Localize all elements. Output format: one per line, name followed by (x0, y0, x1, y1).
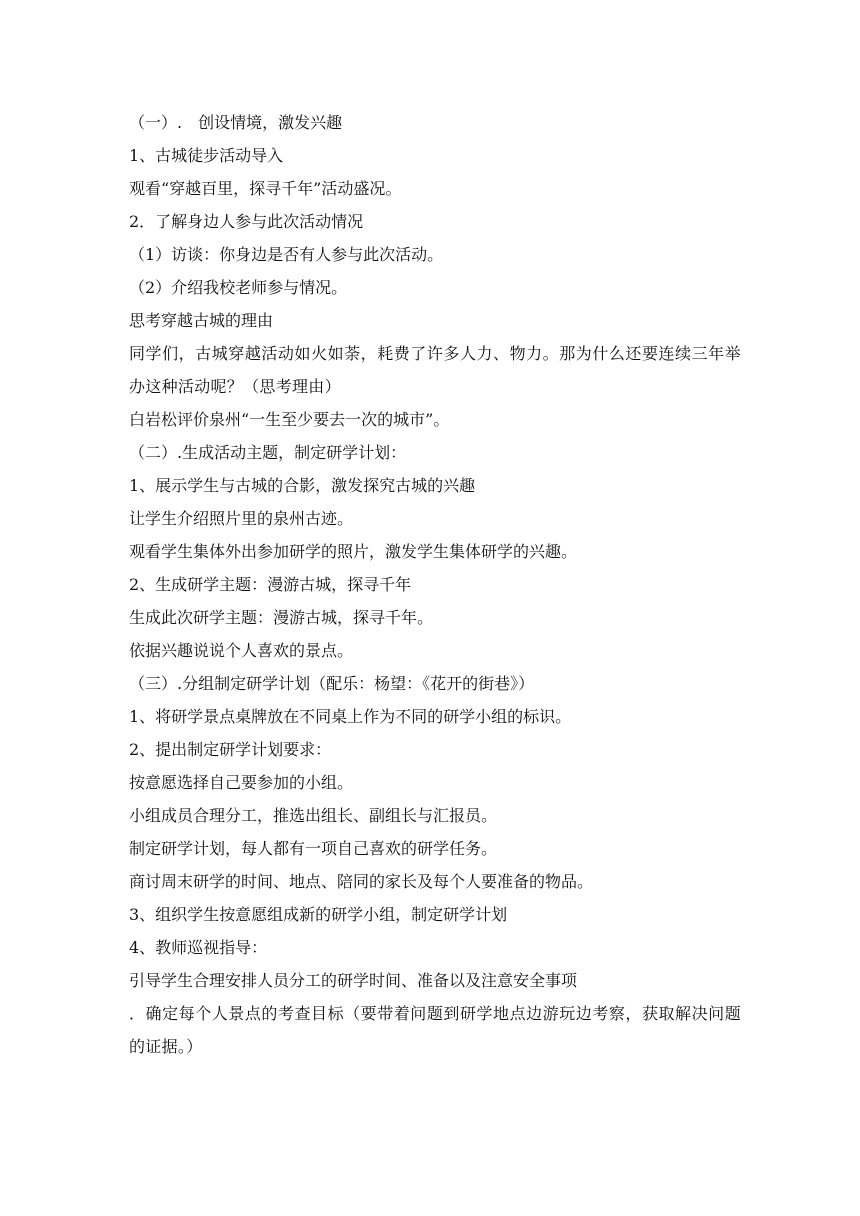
section-heading-1: （一）. 创设情境，激发兴趣 (129, 113, 343, 132)
text-line: 小组成员合理分工，推选出组长、副组长与汇报员。 (129, 806, 498, 825)
text-line: 1、古城徒步活动导入 (129, 146, 284, 165)
text-line: 引导学生合理安排人员分工的研学时间、准备以及注意安全事项 (129, 971, 578, 990)
text-line: 1、展示学生与古城的合影，激发探究古城的兴趣 (129, 476, 476, 495)
text-line: （1）访谈：你身边是否有人参与此次活动。 (129, 245, 444, 264)
text-line: 2、提出制定研学计划要求： (129, 740, 332, 759)
text-line: 制定研学计划，每人都有一项自己喜欢的研学任务。 (129, 839, 498, 858)
text-paragraph: 同学们，古城穿越活动如火如荼，耗费了许多人力、物力。那为什么还要连续三年举办这种活动呢？（思考理由） (129, 344, 741, 396)
section-heading-2: （二）.生成活动主题，制定研学计划： (129, 443, 407, 462)
text-line: 按意愿选择自己要参加的小组。 (129, 773, 354, 792)
text-line: 2、生成研学主题：漫游古城，探寻千年 (129, 575, 412, 594)
section-heading-3: （三）.分组制定研学计划（配乐：杨望：《花开的街巷》） (129, 674, 535, 693)
text-line: 1、将研学景点桌牌放在不同桌上作为不同的研学小组的标识。 (129, 707, 572, 726)
text-line: 生成此次研学主题：漫游古城，探寻千年。 (129, 608, 434, 627)
text-line: 白岩松评价泉州“一生至少要去一次的城市”。 (129, 410, 450, 429)
text-line: 观看“穿越百里，探寻千年”活动盛况。 (129, 179, 402, 198)
text-line: 2．了解身边人参与此次活动情况 (129, 212, 364, 231)
text-line: 3、组织学生按意愿组成新的研学小组，制定研学计划 (129, 905, 508, 924)
text-line: 依据兴趣说说个人喜欢的景点。 (129, 641, 354, 660)
text-line: 商讨周末研学的时间、地点、陪同的家长及每个人要准备的物品。 (129, 872, 594, 891)
document-body (129, 106, 741, 1063)
text-line: 让学生介绍照片里的泉州古迹。 (129, 509, 354, 528)
text-line: 4、教师巡视指导： (129, 938, 268, 957)
text-line: （2）介绍我校老师参与情况。 (129, 278, 348, 297)
text-paragraph: ．确定每个人景点的考查目标（要带着问题到研学地点边游玩边考察，获取解决问题的证据。） (129, 1004, 741, 1056)
text-line: 观看学生集体外出参加研学的照片，激发学生集体研学的兴趣。 (129, 542, 578, 561)
text-line: 思考穿越古城的理由 (129, 311, 274, 330)
